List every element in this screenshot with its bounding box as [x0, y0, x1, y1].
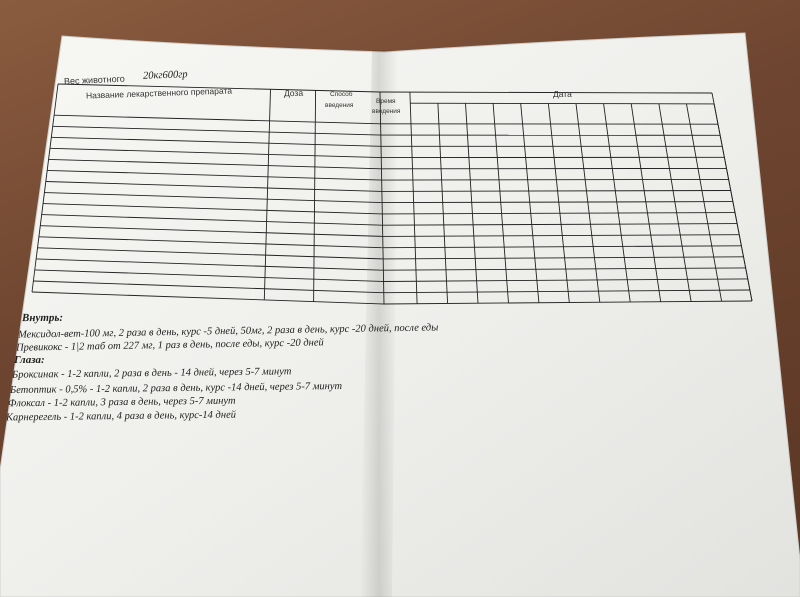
- internal-item: Мексидол-вет-100 мг, 2 раза в день, курс -5 дней, 50мг, 2 раза в день, курс -20 дней, после еды: [17, 322, 439, 341]
- internal-heading: Внутрь:: [21, 311, 64, 325]
- weight-value: 20кг600гр: [142, 69, 188, 82]
- eyes-item: Бетоптик - 0,5% - 1-2 капли, 2 раза в день, курс -14 дней, через 5-7 минут: [9, 380, 343, 397]
- eyes-item: Карнерегель - 1-2 капли, 4 раза в день, курс-14 дней: [5, 409, 237, 424]
- column-header-date: Дата: [553, 89, 572, 99]
- column-header-time-line2: введения: [372, 108, 401, 115]
- column-header-dose: Доза: [283, 87, 304, 99]
- weight-label: Вес животного: [63, 73, 125, 87]
- eyes-item: Флоксал - 1-2 капли, 3 раза в день, через 5-7 минут: [7, 395, 236, 410]
- column-header-method-line1: Способ: [330, 91, 353, 98]
- eyes-heading: Глаза:: [14, 354, 45, 366]
- column-header-time-line1: Время: [376, 98, 396, 105]
- internal-item: Превикокс - 1|2 таб от 227 мг, 1 раз в день, после еды, курс -20 дней: [15, 337, 324, 354]
- column-header-drug-name: Название лекарственного препарата: [85, 85, 233, 101]
- eyes-item: Броксинак - 1-2 капли, 2 раза в день - 14 дней, через 5-7 минут: [11, 366, 292, 381]
- column-header-method-line2: введения: [325, 102, 354, 109]
